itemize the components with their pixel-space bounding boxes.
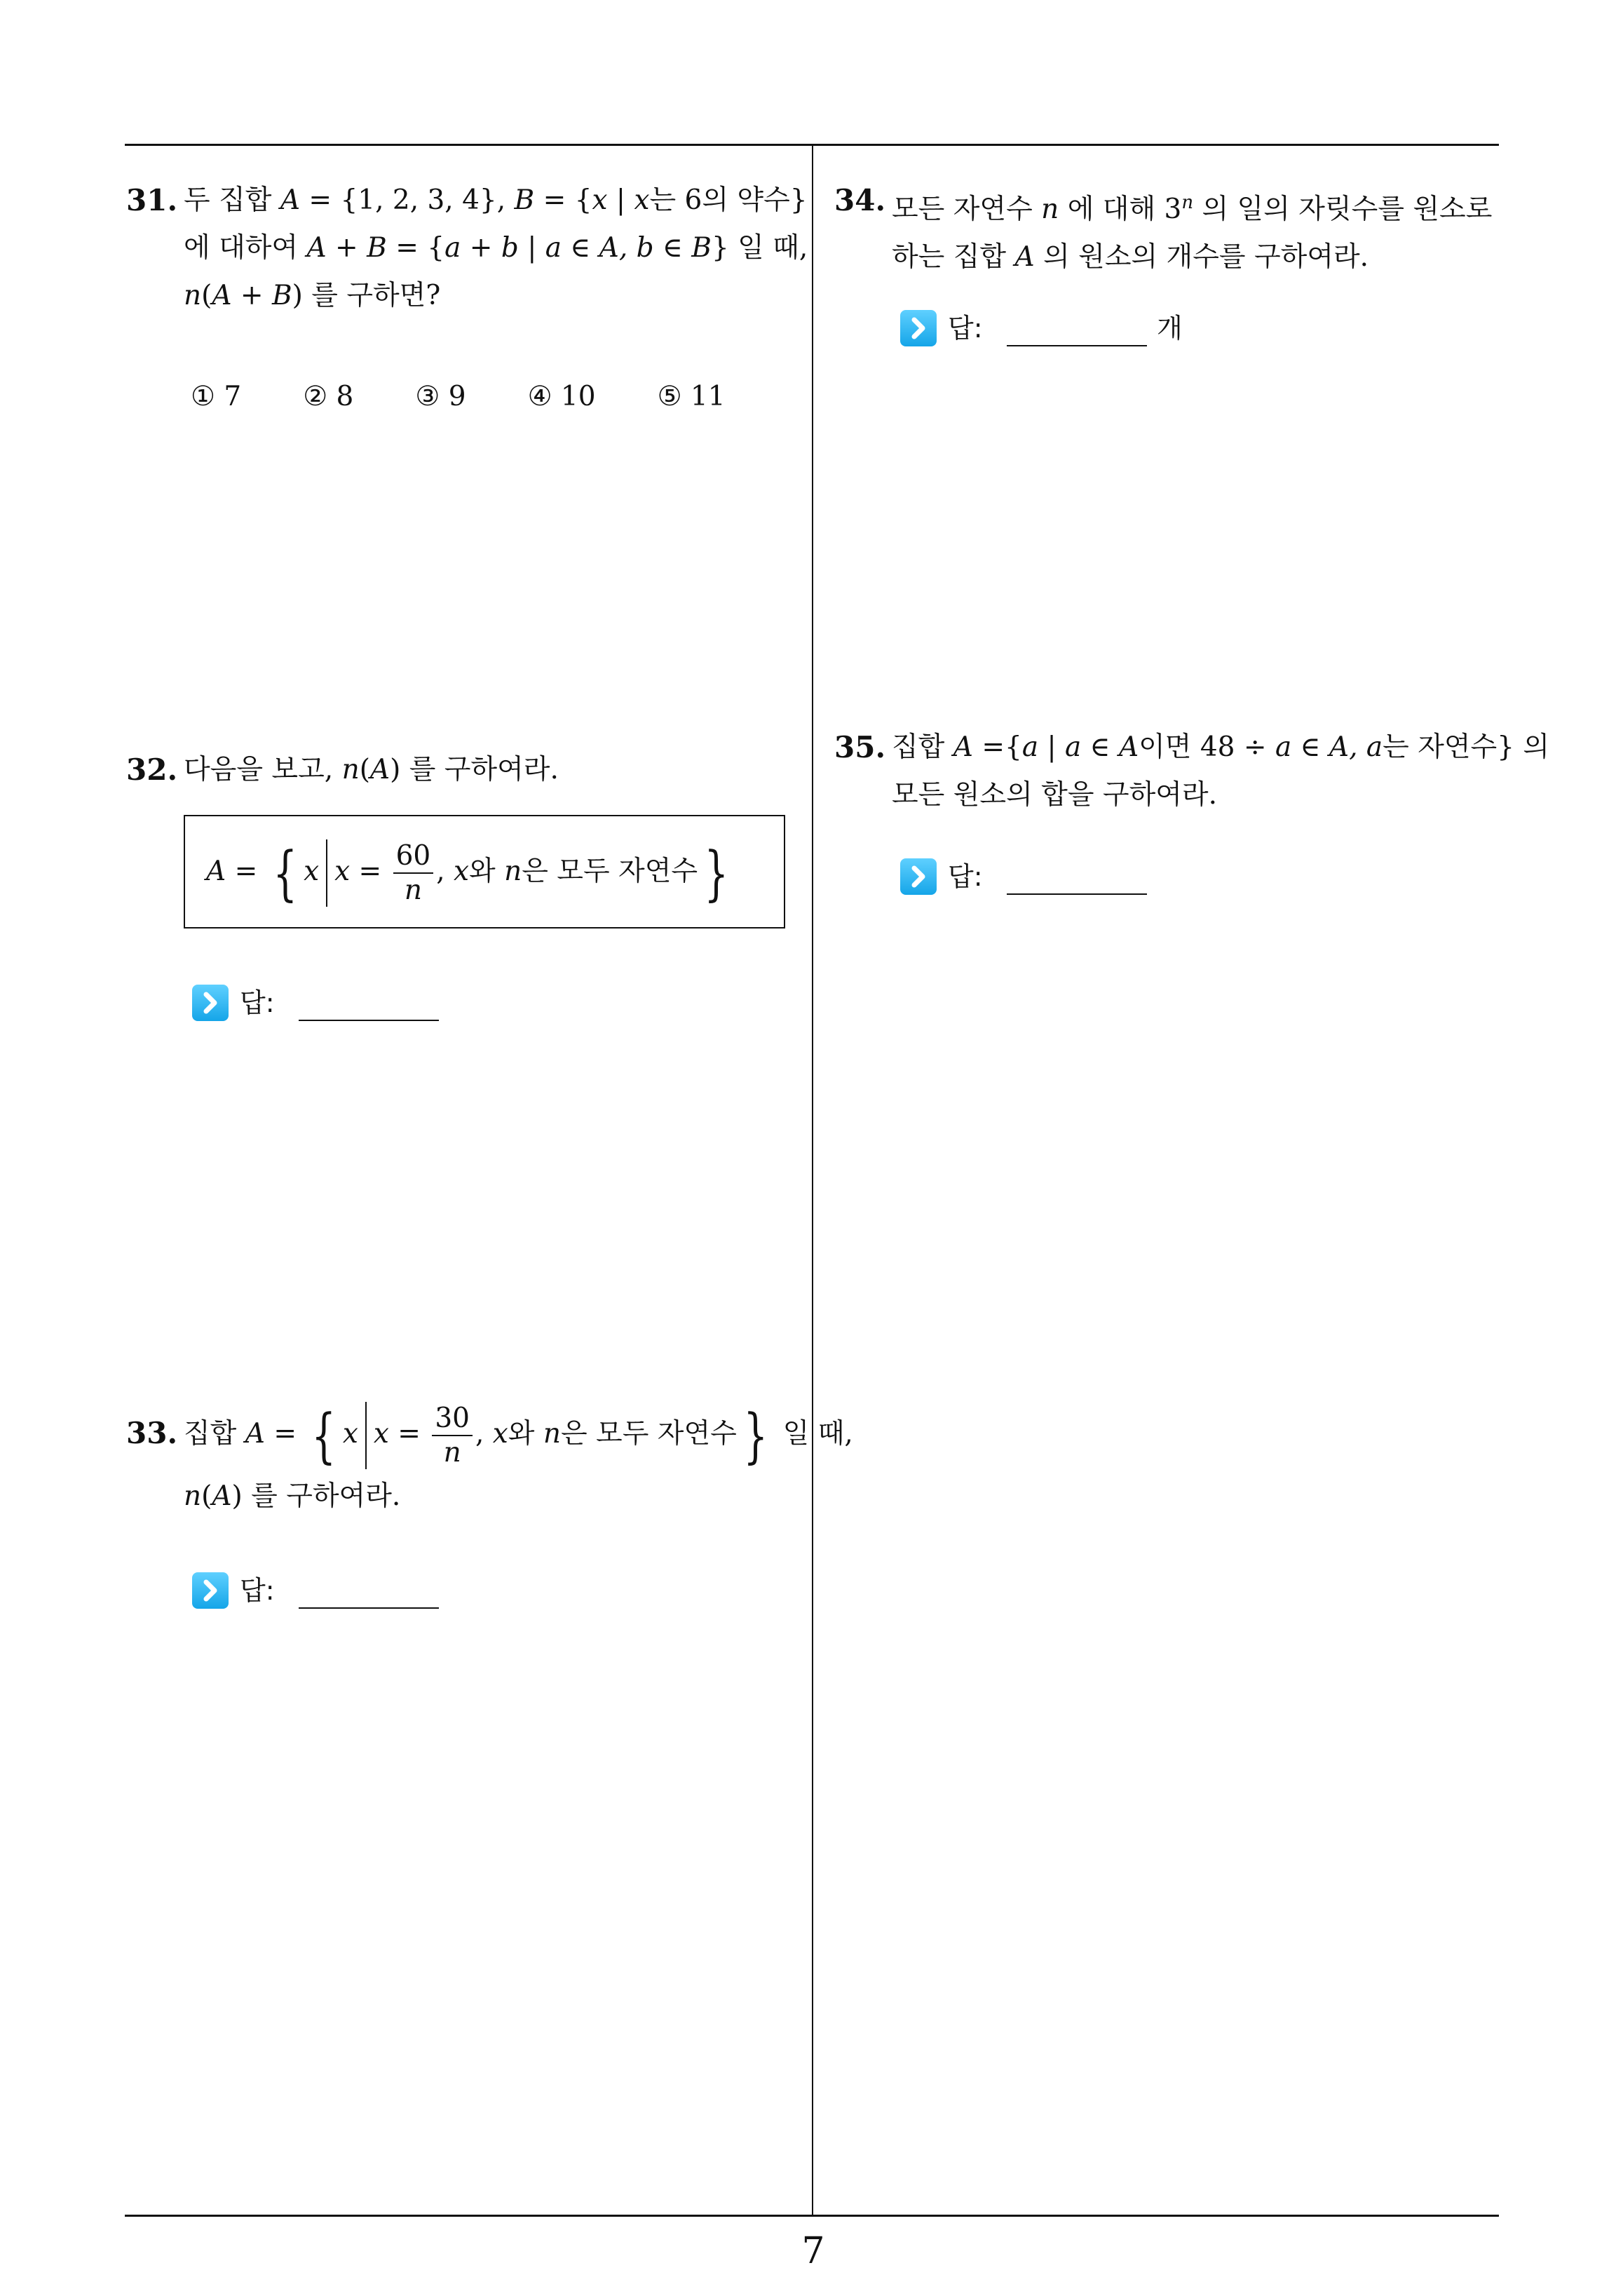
- answer-label: 답:: [240, 987, 275, 1018]
- math-var: n: [184, 280, 202, 311]
- text-run: |: [518, 232, 545, 264]
- question-line: [184, 224, 808, 272]
- math-var: B: [691, 232, 712, 264]
- page-number: 7: [801, 2230, 825, 2272]
- right-brace: }: [704, 839, 729, 907]
- question-line: [184, 1473, 853, 1520]
- answer-area-35: [900, 856, 1195, 898]
- math-var: A: [206, 856, 226, 887]
- text-run: =: [350, 856, 391, 887]
- text-run: 의 원소의 개수를 구하여라.: [1034, 241, 1369, 273]
- text-run: ) 를 구하여라.: [390, 754, 559, 785]
- question-line: 모든 원소의 합을 구하여라.: [892, 779, 1218, 811]
- question-line: [892, 724, 1549, 771]
- question-line: [892, 234, 1492, 281]
- fraction: [393, 839, 434, 907]
- text-run: 두 집합: [184, 184, 280, 216]
- math-var: n: [543, 1418, 561, 1450]
- text-run: ∈: [653, 232, 692, 264]
- denominator: n: [443, 1437, 461, 1468]
- text-run: (: [201, 280, 212, 311]
- text-run: |: [607, 184, 634, 216]
- answer-unit: 개: [1157, 313, 1183, 344]
- choice-2[interactable]: ② 8: [303, 381, 354, 412]
- question-line: [184, 1396, 853, 1473]
- math-var: A: [245, 1418, 265, 1450]
- math-var: A, b: [599, 232, 654, 264]
- chevron-right-icon: [900, 310, 937, 346]
- fraction: [432, 1402, 473, 1469]
- math-var: A: [280, 184, 300, 216]
- text-run: 는 6의 약수}: [649, 184, 808, 216]
- math-var: x: [373, 1418, 389, 1450]
- text-run: 는 자연수} 의: [1383, 731, 1550, 763]
- text-run: 와: [508, 1418, 543, 1450]
- math-var: n: [184, 1480, 202, 1512]
- answer-area-32: [192, 982, 487, 1024]
- math-var: A: [212, 1480, 232, 1512]
- math-var: x: [454, 856, 470, 887]
- question-line: [184, 272, 808, 320]
- question-33: [126, 1396, 853, 1536]
- text-run: = {1, 2, 3, 4},: [300, 184, 515, 216]
- set-definition-box: [184, 815, 785, 928]
- math-var: a: [1275, 731, 1292, 763]
- math-var: A: [1014, 241, 1035, 273]
- text-run: = {: [386, 232, 445, 264]
- numerator: 60: [393, 839, 434, 874]
- right-brace: }: [743, 1401, 768, 1470]
- text-run: 하는 집합: [892, 241, 1015, 273]
- answer-choices: [191, 373, 787, 421]
- answer-blank[interactable]: [1007, 893, 1147, 895]
- text-run: 모든 자연수: [892, 194, 1042, 225]
- choice-3[interactable]: ③ 9: [415, 381, 466, 412]
- text-run: = {: [534, 184, 592, 216]
- question-text: [892, 724, 1549, 819]
- set-definition: [206, 833, 735, 910]
- math-var: B: [514, 184, 535, 216]
- column-divider: [812, 145, 813, 2215]
- choice-1[interactable]: ① 7: [191, 381, 242, 412]
- text-run: 집합: [892, 731, 953, 763]
- left-brace: {: [311, 1401, 337, 1470]
- question-number: 31.: [126, 183, 178, 217]
- question-line: [892, 177, 1492, 234]
- math-var: A: [369, 754, 391, 785]
- question-number: 33.: [126, 1416, 178, 1450]
- choice-4[interactable]: ④ 10: [527, 381, 596, 412]
- math-var: x: [304, 856, 320, 887]
- answer-label: 답:: [240, 1575, 275, 1606]
- text-run: =: [264, 1418, 306, 1450]
- math-var: n: [504, 856, 522, 887]
- math-var: a: [1065, 731, 1082, 763]
- text-run: 다음을 보고,: [184, 754, 342, 785]
- text-run: ∈: [1081, 731, 1119, 763]
- math-exponent: n: [1181, 192, 1194, 213]
- answer-blank[interactable]: [299, 1020, 439, 1021]
- math-var: A: [953, 731, 973, 763]
- question-number: 35.: [834, 730, 886, 764]
- question-number: 32.: [126, 752, 178, 787]
- text-run: ∈: [1291, 731, 1329, 763]
- question-31: [126, 177, 808, 412]
- text-run: ,: [475, 1418, 493, 1450]
- left-brace: {: [273, 839, 297, 907]
- text-run: (: [201, 1480, 212, 1512]
- text-run: 일 때,: [774, 1418, 853, 1450]
- math-var: A, a: [1329, 731, 1383, 763]
- choice-5[interactable]: ⑤ 11: [657, 381, 726, 412]
- text-run: |: [1038, 731, 1066, 763]
- text-run: 에 대해 3: [1059, 194, 1182, 225]
- answer-area-33: [192, 1569, 487, 1612]
- text-run: ) 를 구하여라.: [231, 1480, 401, 1512]
- question-text: [892, 177, 1492, 281]
- answer-blank[interactable]: [299, 1607, 439, 1609]
- text-run: 이면 48 ÷: [1139, 731, 1275, 763]
- answer-label: 답:: [948, 313, 983, 344]
- text-run: ,: [436, 856, 454, 887]
- math-var: n: [341, 754, 360, 785]
- math-var: n: [1041, 194, 1059, 225]
- question-34: [834, 177, 1507, 282]
- math-var: x: [492, 1418, 508, 1450]
- question-line: [184, 746, 559, 794]
- chevron-right-icon: [192, 985, 229, 1021]
- math-var: x: [342, 1418, 358, 1450]
- answer-blank[interactable]: [1007, 345, 1147, 346]
- answer-area-34: [900, 307, 1223, 349]
- math-var: a: [545, 232, 562, 264]
- question-text: [184, 177, 808, 320]
- text-run: (: [359, 754, 370, 785]
- answer-label: 답:: [948, 861, 983, 892]
- text-run: 의 일의 자릿수를 원소로: [1193, 194, 1493, 225]
- text-run: 집합: [184, 1418, 245, 1450]
- math-var: A: [1118, 731, 1139, 763]
- text-run: =: [388, 1418, 430, 1450]
- set-bar: [365, 1402, 367, 1469]
- question-text: [184, 746, 559, 794]
- math-var: A + B: [212, 280, 292, 311]
- text-run: =: [226, 856, 266, 887]
- text-run: 에 대하여: [184, 232, 307, 264]
- math-var: A + B: [306, 232, 387, 264]
- numerator: 30: [432, 1402, 473, 1436]
- text-run: ={: [972, 731, 1022, 763]
- text-run: 와: [469, 856, 505, 887]
- math-var: x: [592, 184, 608, 216]
- text-run: 은 모두 자연수: [522, 856, 698, 887]
- chevron-right-icon: [192, 1572, 229, 1609]
- set-bar: [326, 839, 327, 907]
- question-number: 34.: [834, 183, 886, 217]
- question-line: [184, 177, 808, 224]
- text-run: ) 를 구하면?: [292, 280, 441, 311]
- text-run: 은 모두 자연수: [560, 1418, 737, 1450]
- text-run: ∈: [562, 232, 599, 264]
- text-run: } 일 때,: [711, 232, 808, 264]
- question-35: [834, 724, 1550, 829]
- question-text: [184, 1396, 853, 1520]
- math-var: x: [634, 184, 650, 216]
- math-var: a: [1021, 731, 1039, 763]
- math-var: x: [334, 856, 351, 887]
- math-var: a + b: [444, 232, 519, 264]
- denominator: n: [404, 874, 422, 906]
- chevron-right-icon: [900, 858, 937, 895]
